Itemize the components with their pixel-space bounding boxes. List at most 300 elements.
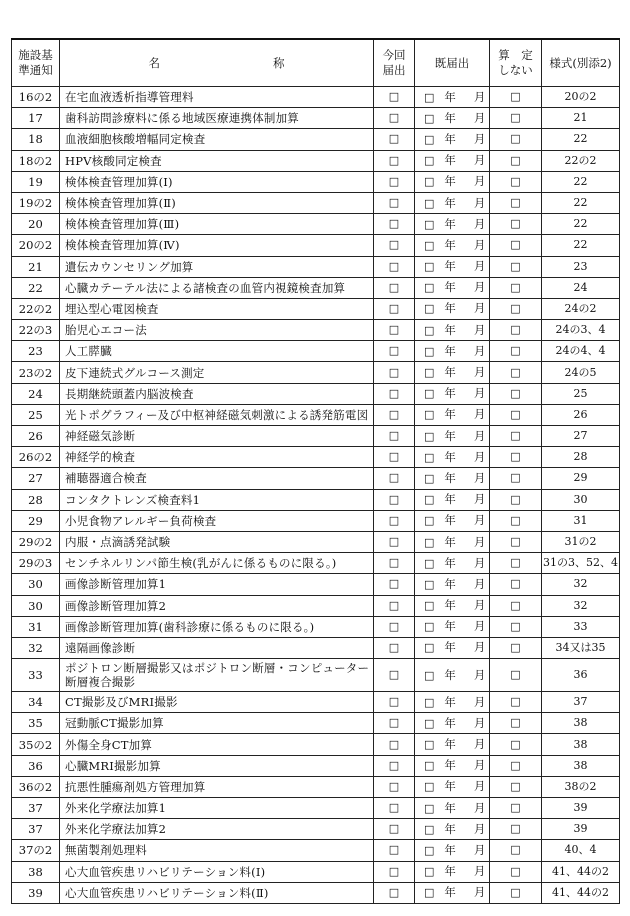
previous-filing-checkbox[interactable]: □ [424, 387, 435, 401]
not-calculated-checkbox[interactable]: □ [490, 447, 542, 468]
month-label: 月 [473, 534, 486, 549]
row-code: 16の2 [12, 87, 60, 108]
not-calculated-checkbox[interactable]: □ [490, 468, 542, 489]
current-filing-checkbox[interactable]: □ [374, 734, 415, 755]
not-calculated-checkbox[interactable]: □ [490, 637, 542, 658]
year-label: 年 [444, 153, 456, 168]
previous-filing-checkbox[interactable]: □ [424, 577, 435, 591]
row-form: 24の3、4 [542, 320, 620, 341]
not-calculated-checkbox[interactable]: □ [490, 256, 542, 277]
row-code: 31 [12, 616, 60, 637]
not-calculated-checkbox[interactable]: □ [490, 383, 542, 404]
previous-filing-cell [415, 192, 490, 213]
row-code: 37 [12, 798, 60, 819]
month-label: 月 [473, 301, 486, 316]
row-code: 35の2 [12, 734, 60, 755]
month-label: 月 [473, 110, 486, 125]
month-label: 月 [473, 885, 486, 900]
current-filing-checkbox[interactable]: □ [374, 531, 415, 552]
row-form: 22 [542, 235, 620, 256]
previous-filing-cell [415, 129, 490, 150]
row-form: 32 [542, 574, 620, 595]
previous-filing-checkbox[interactable]: □ [424, 514, 435, 528]
not-calculated-checkbox[interactable]: □ [490, 489, 542, 510]
row-name: 画像診断管理加算1 [60, 574, 374, 595]
previous-filing-checkbox[interactable]: □ [424, 154, 435, 168]
year-label: 年 [444, 216, 456, 231]
previous-filing-cell [415, 637, 490, 658]
current-filing-checkbox[interactable]: □ [374, 616, 415, 637]
previous-filing-checkbox[interactable]: □ [424, 865, 435, 879]
previous-filing-checkbox[interactable]: □ [424, 132, 435, 146]
header-previous: 既届出 [415, 39, 490, 87]
not-calculated-checkbox[interactable]: □ [490, 531, 542, 552]
not-calculated-checkbox[interactable]: □ [490, 659, 542, 692]
current-filing-checkbox[interactable]: □ [374, 341, 415, 362]
row-code: 18 [12, 129, 60, 150]
previous-filing-cell [415, 798, 490, 819]
current-filing-checkbox[interactable]: □ [374, 819, 415, 840]
row-code: 33 [12, 659, 60, 692]
table-row [12, 637, 620, 658]
current-filing-checkbox[interactable]: □ [374, 489, 415, 510]
previous-filing-cell [415, 298, 490, 319]
row-form: 22 [542, 129, 620, 150]
row-form: 31の3、52、4 [542, 553, 620, 574]
not-calculated-checkbox[interactable]: □ [490, 734, 542, 755]
month-label: 月 [473, 428, 486, 443]
not-calculated-checkbox[interactable]: □ [490, 616, 542, 637]
not-calculated-checkbox[interactable]: □ [490, 692, 542, 713]
not-calculated-checkbox[interactable]: □ [490, 595, 542, 616]
year-label: 年 [444, 280, 456, 295]
not-calculated-checkbox[interactable]: □ [490, 129, 542, 150]
previous-filing-cell [415, 616, 490, 637]
previous-filing-checkbox[interactable]: □ [424, 217, 435, 231]
current-filing-checkbox[interactable]: □ [374, 882, 415, 903]
not-calculated-checkbox[interactable]: □ [490, 776, 542, 797]
row-form: 22の2 [542, 150, 620, 171]
month-label: 月 [473, 821, 486, 836]
not-calculated-checkbox[interactable]: □ [490, 510, 542, 531]
row-form: 23 [542, 256, 620, 277]
previous-filing-cell [415, 320, 490, 341]
previous-filing-cell [415, 659, 490, 692]
not-calculated-checkbox[interactable]: □ [490, 108, 542, 129]
previous-filing-cell [415, 692, 490, 713]
row-name: 画像診断管理加算2 [60, 595, 374, 616]
current-filing-checkbox[interactable]: □ [374, 637, 415, 658]
row-code: 23の2 [12, 362, 60, 383]
year-label: 年 [444, 110, 456, 125]
current-filing-checkbox[interactable]: □ [374, 277, 415, 298]
row-code: 22 [12, 277, 60, 298]
row-name: 検体検査管理加算(Ⅲ) [60, 214, 374, 235]
previous-filing-cell [415, 861, 490, 882]
row-name: 光トポグラフィー及び中枢神経磁気刺激による誘発筋電図 [60, 404, 374, 425]
year-label: 年 [444, 195, 456, 210]
row-name: CT撮影及びMRI撮影 [60, 692, 374, 713]
table-row [12, 510, 620, 531]
month-label: 月 [473, 555, 486, 570]
row-code: 27 [12, 468, 60, 489]
previous-filing-checkbox[interactable]: □ [424, 366, 435, 380]
not-calculated-checkbox[interactable]: □ [490, 713, 542, 734]
row-form: 30 [542, 489, 620, 510]
previous-filing-checkbox[interactable]: □ [424, 344, 435, 358]
row-name: 心大血管疾患リハビリテーション料(Ⅱ) [60, 882, 374, 903]
row-form: 31 [542, 510, 620, 531]
row-name: 補聴器適合検査 [60, 468, 374, 489]
current-filing-checkbox[interactable]: □ [374, 298, 415, 319]
current-filing-checkbox[interactable]: □ [374, 510, 415, 531]
year-label: 年 [444, 492, 456, 507]
month-label: 月 [473, 513, 486, 528]
previous-filing-cell [415, 214, 490, 235]
not-calculated-checkbox[interactable]: □ [490, 426, 542, 447]
year-label: 年 [444, 428, 456, 443]
not-calculated-checkbox[interactable]: □ [490, 298, 542, 319]
current-filing-checkbox[interactable]: □ [374, 659, 415, 692]
current-filing-checkbox[interactable]: □ [374, 87, 415, 108]
current-filing-checkbox[interactable]: □ [374, 447, 415, 468]
not-calculated-checkbox[interactable]: □ [490, 277, 542, 298]
year-label: 年 [444, 640, 456, 655]
row-name: 抗悪性腫瘍剤処方管理加算 [60, 776, 374, 797]
row-form: 27 [542, 426, 620, 447]
month-label: 月 [473, 259, 486, 274]
table-row [12, 659, 620, 692]
row-code: 17 [12, 108, 60, 129]
month-label: 月 [473, 667, 486, 682]
year-label: 年 [444, 237, 456, 252]
year-label: 年 [444, 513, 456, 528]
row-name: 血液細胞核酸増幅同定検査 [60, 129, 374, 150]
previous-filing-checkbox[interactable]: □ [424, 822, 435, 836]
month-label: 月 [473, 779, 486, 794]
previous-filing-checkbox[interactable]: □ [424, 759, 435, 773]
table-row [12, 553, 620, 574]
year-label: 年 [444, 343, 456, 358]
row-name: HPV核酸同定検査 [60, 150, 374, 171]
previous-filing-checkbox[interactable]: □ [424, 429, 435, 443]
table-row [12, 341, 620, 362]
row-code: 28 [12, 489, 60, 510]
previous-filing-checkbox[interactable]: □ [424, 238, 435, 252]
table-row [12, 840, 620, 861]
not-calculated-checkbox[interactable]: □ [490, 755, 542, 776]
table-row [12, 574, 620, 595]
previous-filing-cell [415, 553, 490, 574]
not-calculated-checkbox[interactable]: □ [490, 553, 542, 574]
header-form: 様式(別添2) [542, 39, 620, 87]
not-calculated-checkbox[interactable]: □ [490, 87, 542, 108]
previous-filing-checkbox[interactable]: □ [424, 323, 435, 337]
current-filing-checkbox[interactable]: □ [374, 362, 415, 383]
year-label: 年 [444, 800, 456, 815]
previous-filing-cell [415, 235, 490, 256]
year-label: 年 [444, 821, 456, 836]
table-row [12, 489, 620, 510]
table-row [12, 87, 620, 108]
previous-filing-cell [415, 489, 490, 510]
previous-filing-checkbox[interactable]: □ [424, 260, 435, 274]
year-label: 年 [444, 386, 456, 401]
row-name: センチネルリンパ節生検(乳がんに係るものに限る。) [60, 553, 374, 574]
previous-filing-checkbox[interactable]: □ [424, 695, 435, 709]
month-label: 月 [473, 800, 486, 815]
month-label: 月 [473, 174, 486, 189]
row-form: 22 [542, 192, 620, 213]
not-calculated-checkbox[interactable]: □ [490, 214, 542, 235]
current-filing-checkbox[interactable]: □ [374, 404, 415, 425]
table-row [12, 320, 620, 341]
not-calculated-checkbox[interactable]: □ [490, 171, 542, 192]
current-filing-checkbox[interactable]: □ [374, 776, 415, 797]
year-label: 年 [444, 89, 456, 104]
previous-filing-checkbox[interactable]: □ [424, 175, 435, 189]
current-filing-checkbox[interactable]: □ [374, 574, 415, 595]
row-form: 24の5 [542, 362, 620, 383]
month-label: 月 [473, 864, 486, 879]
current-filing-checkbox[interactable]: □ [374, 840, 415, 861]
row-code: 23 [12, 341, 60, 362]
current-filing-checkbox[interactable]: □ [374, 320, 415, 341]
current-filing-checkbox[interactable]: □ [374, 150, 415, 171]
not-calculated-checkbox[interactable]: □ [490, 861, 542, 882]
previous-filing-checkbox[interactable]: □ [424, 641, 435, 655]
month-label: 月 [473, 737, 486, 752]
table-row [12, 298, 620, 319]
previous-filing-checkbox[interactable]: □ [424, 90, 435, 104]
previous-filing-checkbox[interactable]: □ [424, 556, 435, 570]
row-form: 39 [542, 819, 620, 840]
current-filing-checkbox[interactable]: □ [374, 595, 415, 616]
month-label: 月 [473, 842, 486, 857]
row-name: 外来化学療法加算1 [60, 798, 374, 819]
row-form: 38 [542, 755, 620, 776]
previous-filing-cell [415, 819, 490, 840]
table-row [12, 447, 620, 468]
not-calculated-checkbox[interactable]: □ [490, 320, 542, 341]
current-filing-checkbox[interactable]: □ [374, 553, 415, 574]
not-calculated-checkbox[interactable]: □ [490, 798, 542, 819]
year-label: 年 [444, 619, 456, 634]
row-form: 36 [542, 659, 620, 692]
row-name: 冠動脈CT撮影加算 [60, 713, 374, 734]
row-name: 心大血管疾患リハビリテーション料(Ⅰ) [60, 861, 374, 882]
table-row [12, 861, 620, 882]
month-label: 月 [473, 153, 486, 168]
previous-filing-checkbox[interactable]: □ [424, 302, 435, 316]
row-form: 31の2 [542, 531, 620, 552]
not-calculated-checkbox[interactable]: □ [490, 882, 542, 903]
previous-filing-checkbox[interactable]: □ [424, 450, 435, 464]
current-filing-checkbox[interactable]: □ [374, 861, 415, 882]
previous-filing-cell [415, 383, 490, 404]
table-row [12, 755, 620, 776]
year-label: 年 [444, 779, 456, 794]
month-label: 月 [473, 407, 486, 422]
previous-filing-checkbox[interactable]: □ [424, 493, 435, 507]
year-label: 年 [444, 322, 456, 337]
row-name: 神経学的検査 [60, 447, 374, 468]
previous-filing-cell [415, 882, 490, 903]
previous-filing-checkbox[interactable]: □ [424, 111, 435, 125]
row-name: 神経磁気診断 [60, 426, 374, 447]
table-row [12, 819, 620, 840]
header-name: 名 称 [60, 39, 374, 87]
not-calculated-checkbox[interactable]: □ [490, 192, 542, 213]
row-code: 34 [12, 692, 60, 713]
table-row [12, 171, 620, 192]
current-filing-checkbox[interactable]: □ [374, 256, 415, 277]
year-label: 年 [444, 842, 456, 857]
previous-filing-checkbox[interactable]: □ [424, 780, 435, 794]
current-filing-checkbox[interactable]: □ [374, 798, 415, 819]
row-name: ポジトロン断層撮影又はポジトロン断層・コンピューター断層複合撮影 [60, 659, 374, 692]
year-label: 年 [444, 365, 456, 380]
previous-filing-cell [415, 734, 490, 755]
previous-filing-checkbox[interactable]: □ [424, 843, 435, 857]
previous-filing-checkbox[interactable]: □ [424, 620, 435, 634]
current-filing-checkbox[interactable]: □ [374, 108, 415, 129]
row-code: 39 [12, 882, 60, 903]
not-calculated-checkbox[interactable]: □ [490, 404, 542, 425]
row-form: 26 [542, 404, 620, 425]
row-form: 38 [542, 734, 620, 755]
month-label: 月 [473, 280, 486, 295]
previous-filing-checkbox[interactable]: □ [424, 281, 435, 295]
table-row [12, 362, 620, 383]
current-filing-checkbox[interactable]: □ [374, 713, 415, 734]
row-code: 20の2 [12, 235, 60, 256]
month-label: 月 [473, 195, 486, 210]
table-row [12, 277, 620, 298]
row-code: 29 [12, 510, 60, 531]
month-label: 月 [473, 576, 486, 591]
table-row [12, 150, 620, 171]
table-row [12, 734, 620, 755]
row-name: 埋込型心電図検査 [60, 298, 374, 319]
row-form: 21 [542, 108, 620, 129]
row-name: 胎児心エコー法 [60, 320, 374, 341]
table-row [12, 531, 620, 552]
row-name: 人工膵臓 [60, 341, 374, 362]
year-label: 年 [444, 864, 456, 879]
month-label: 月 [473, 449, 486, 464]
not-calculated-checkbox[interactable]: □ [490, 840, 542, 861]
current-filing-checkbox[interactable]: □ [374, 129, 415, 150]
row-code: 20 [12, 214, 60, 235]
table-row [12, 616, 620, 637]
table-row [12, 214, 620, 235]
current-filing-checkbox[interactable]: □ [374, 468, 415, 489]
row-name: 小児食物アレルギー負荷検査 [60, 510, 374, 531]
year-label: 年 [444, 174, 456, 189]
row-code: 18の2 [12, 150, 60, 171]
previous-filing-checkbox[interactable]: □ [424, 716, 435, 730]
row-form: 41、44の2 [542, 861, 620, 882]
previous-filing-checkbox[interactable]: □ [424, 535, 435, 549]
previous-filing-checkbox[interactable]: □ [424, 668, 435, 682]
row-name: 画像診断管理加算(歯科診療に係るものに限る。) [60, 616, 374, 637]
row-code: 30 [12, 574, 60, 595]
table-body [12, 87, 620, 904]
current-filing-checkbox[interactable]: □ [374, 383, 415, 404]
row-form: 38の2 [542, 776, 620, 797]
row-code: 29の3 [12, 553, 60, 574]
row-code: 26の2 [12, 447, 60, 468]
not-calculated-checkbox[interactable]: □ [490, 574, 542, 595]
row-form: 40、4 [542, 840, 620, 861]
previous-filing-checkbox[interactable]: □ [424, 196, 435, 210]
facility-standards-form [11, 38, 619, 904]
row-name: 遠隔画像診断 [60, 637, 374, 658]
previous-filing-checkbox[interactable]: □ [424, 471, 435, 485]
current-filing-checkbox[interactable]: □ [374, 426, 415, 447]
row-code: 38 [12, 861, 60, 882]
month-label: 月 [473, 619, 486, 634]
not-calculated-checkbox[interactable]: □ [490, 341, 542, 362]
row-form: 24の2 [542, 298, 620, 319]
table-row [12, 192, 620, 213]
month-label: 月 [473, 386, 486, 401]
not-calculated-checkbox[interactable]: □ [490, 150, 542, 171]
table-row [12, 108, 620, 129]
row-code: 35 [12, 713, 60, 734]
current-filing-checkbox[interactable]: □ [374, 192, 415, 213]
previous-filing-cell [415, 447, 490, 468]
month-label: 月 [473, 216, 486, 231]
table-row [12, 595, 620, 616]
row-code: 24 [12, 383, 60, 404]
year-label: 年 [444, 449, 456, 464]
row-code: 25 [12, 404, 60, 425]
current-filing-checkbox[interactable]: □ [374, 235, 415, 256]
previous-filing-cell [415, 108, 490, 129]
current-filing-checkbox[interactable]: □ [374, 171, 415, 192]
row-form: 20の2 [542, 87, 620, 108]
table-row [12, 468, 620, 489]
row-form: 22 [542, 214, 620, 235]
row-form: 24 [542, 277, 620, 298]
row-name: 内服・点滴誘発試験 [60, 531, 374, 552]
previous-filing-cell [415, 404, 490, 425]
row-name: 心臓カテーテル法による諸検査の血管内視鏡検査加算 [60, 277, 374, 298]
current-filing-checkbox[interactable]: □ [374, 755, 415, 776]
not-calculated-checkbox[interactable]: □ [490, 362, 542, 383]
previous-filing-checkbox[interactable]: □ [424, 886, 435, 900]
table-row [12, 882, 620, 903]
month-label: 月 [473, 715, 486, 730]
not-calculated-checkbox[interactable]: □ [490, 819, 542, 840]
current-filing-checkbox[interactable]: □ [374, 692, 415, 713]
previous-filing-checkbox[interactable]: □ [424, 408, 435, 422]
previous-filing-cell [415, 776, 490, 797]
previous-filing-cell [415, 362, 490, 383]
previous-filing-checkbox[interactable]: □ [424, 599, 435, 613]
row-form: 28 [542, 447, 620, 468]
previous-filing-checkbox[interactable]: □ [424, 801, 435, 815]
previous-filing-checkbox[interactable]: □ [424, 738, 435, 752]
row-code: 36の2 [12, 776, 60, 797]
not-calculated-checkbox[interactable]: □ [490, 235, 542, 256]
row-form: 24の4、4 [542, 341, 620, 362]
table-row [12, 426, 620, 447]
previous-filing-cell [415, 426, 490, 447]
current-filing-checkbox[interactable]: □ [374, 214, 415, 235]
